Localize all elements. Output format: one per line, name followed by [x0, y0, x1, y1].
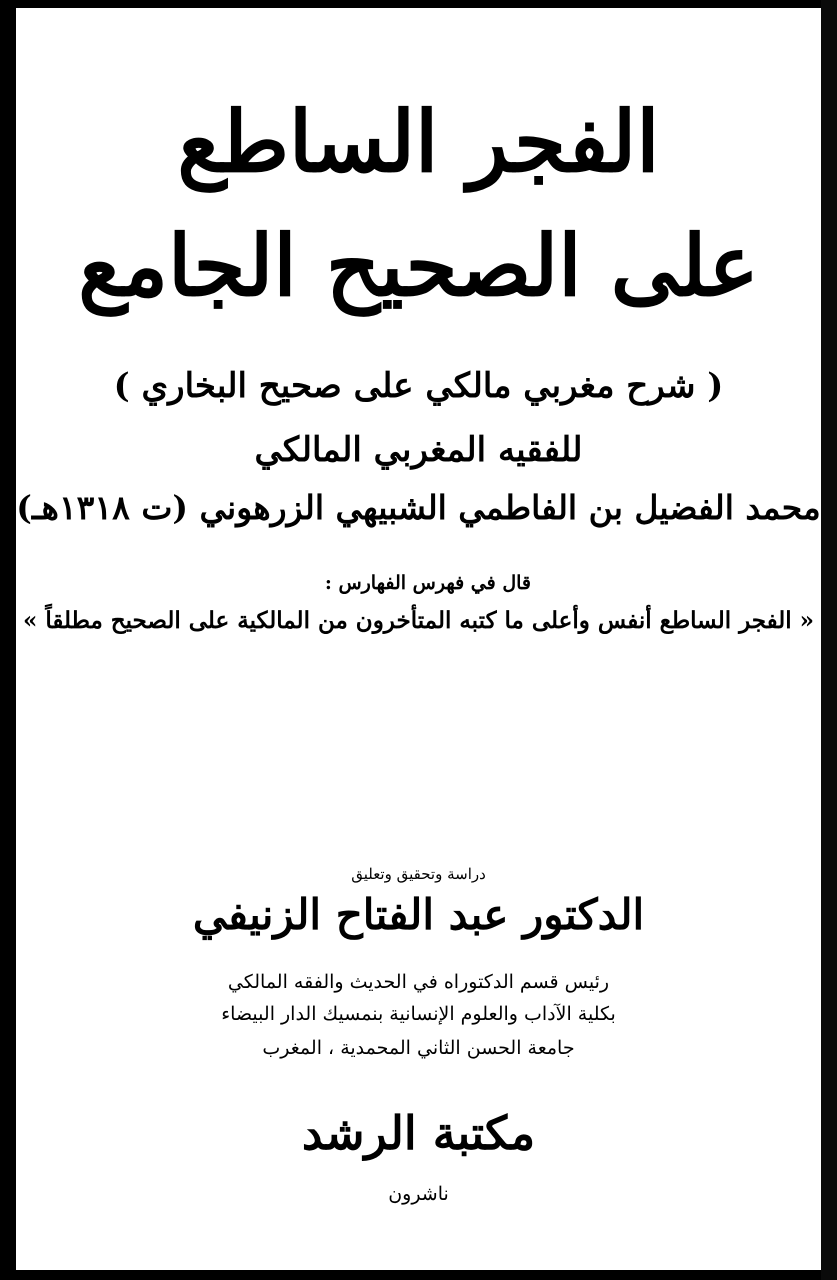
quote-intro: قال في فهرس الفهارس : — [324, 572, 531, 594]
editor-role: دراسة وتحقيق وتعليق — [351, 865, 486, 883]
subtitle: ( شرح مغربي مالكي على صحيح البخاري ) — [113, 366, 724, 406]
author-intro: للفقيه المغربي المالكي — [254, 430, 583, 470]
book-cover-page — [16, 8, 821, 1270]
editor-name: الدكتور عبد الفتاح الزنيفي — [192, 890, 645, 939]
editor-affiliation-3: جامعة الحسن الثاني المحمدية ، المغرب — [262, 1037, 575, 1059]
editor-affiliation-1: رئيس قسم الدكتوراه في الحديث والفقه المالكي — [227, 971, 610, 993]
page-edge-shadow — [821, 0, 837, 1280]
title-line-1: الفجر الساطع — [177, 92, 660, 191]
publisher-logo-text: مكتبة الرشد — [301, 1106, 536, 1160]
title-line-2: على الصحيح الجامع — [78, 216, 759, 315]
editor-affiliation-2: بكلية الآداب والعلوم الإنسانية بنمسيك الدار البيضاء — [221, 1003, 616, 1025]
publisher-subtitle: ناشرون — [388, 1183, 449, 1205]
quote: « الفجر الساطع أنفس وأعلى ما كتبه المتأخرون من المالكية على الصحيح مطلقاً » — [22, 607, 815, 634]
author-name: محمد الفضيل بن الفاطمي الشبيهي الزرهوني (ت ١٣١٨هـ) — [16, 488, 821, 527]
